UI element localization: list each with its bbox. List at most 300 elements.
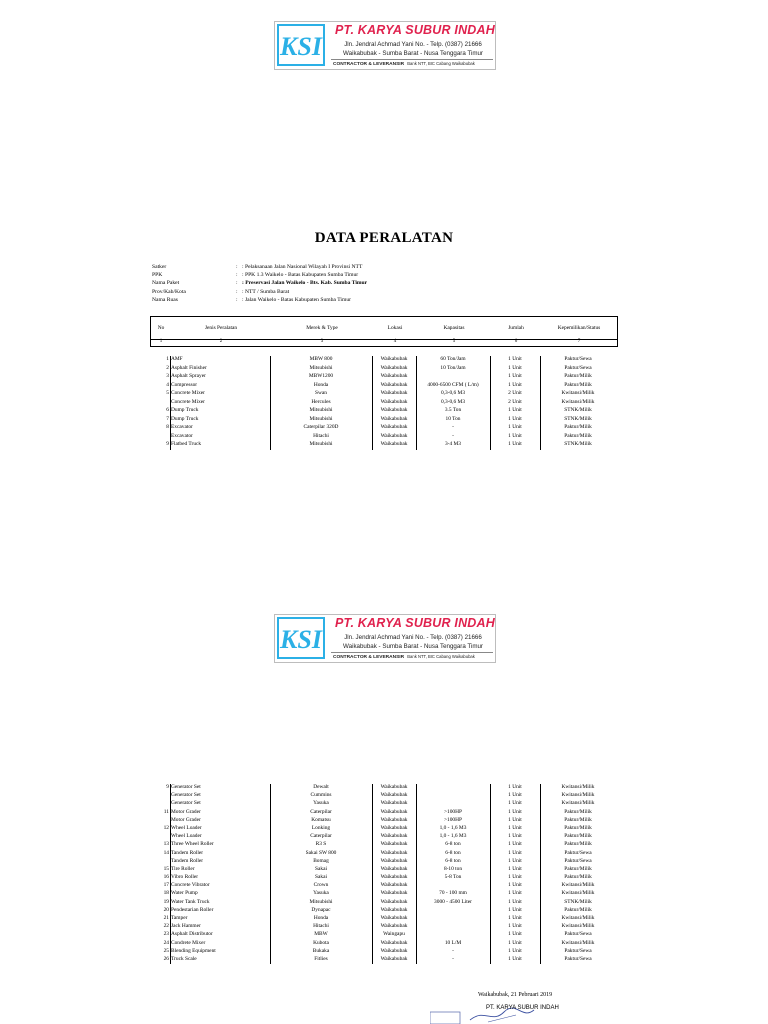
table-row <box>150 441 616 450</box>
svg-text:KSI: KSI <box>280 625 322 654</box>
cell-merek: Mitsubishi <box>309 415 333 422</box>
table-row <box>150 407 616 416</box>
table-row <box>150 882 616 890</box>
colnum: 7 <box>577 339 581 344</box>
header-kapasitas: Kapasitas <box>443 325 465 331</box>
svg-text:KSI: KSI <box>280 32 322 61</box>
cell-lokasi: Waikabubak <box>380 432 408 439</box>
letterhead-divider <box>331 59 493 60</box>
cell-jumlah: 1 Unit <box>508 833 522 840</box>
header-jumlah: Jumlah <box>508 325 524 331</box>
cell-jenis: Generator Set <box>171 792 201 799</box>
info-colon: : <box>236 288 238 295</box>
cell-no: 16 <box>163 874 169 881</box>
info-colon: : <box>236 280 238 287</box>
table-row <box>150 792 616 800</box>
table-row <box>150 931 616 939</box>
info-colon: : <box>236 296 238 303</box>
info-colon: : <box>236 272 238 279</box>
cell-kapasitas: 10 Ton/Jam <box>440 364 466 371</box>
cell-kapasitas: - <box>452 947 454 954</box>
letterhead <box>274 21 496 70</box>
cell-no: 6 <box>166 407 169 413</box>
cell-lokasi: Waikabubak <box>380 923 408 930</box>
table-row <box>150 890 616 898</box>
cell-no: 15 <box>163 865 169 872</box>
cell-lokasi: Waikabubak <box>380 784 408 790</box>
cell-status: Kwitansi/Milik <box>561 792 595 799</box>
company-logo-icon <box>277 24 325 66</box>
info-value: : Preservasi Jalan Waikelo - Bts. Kab. Sumba Timur <box>242 280 368 287</box>
cell-jenis: Condrete Mixer <box>171 939 206 946</box>
cell-jenis: AMF <box>171 356 183 362</box>
letterhead-address-line1: Jln. Jendral Achmad Yani No. - Telp. (0387) 21666 <box>344 41 482 48</box>
cell-jumlah: 1 Unit <box>508 824 522 831</box>
cell-jumlah: 2 Unit <box>508 390 522 396</box>
cell-jenis: Dump Truck <box>171 407 199 413</box>
cell-merek: Kubota <box>313 939 329 946</box>
letterhead-address-line1: Jln. Jendral Achmad Yani No. - Telp. (0387) 21666 <box>344 634 482 641</box>
cell-jenis: Tire Roller <box>171 865 195 872</box>
colnum: 3 <box>320 339 324 344</box>
cell-merek: Fitlies <box>314 955 328 962</box>
cell-lokasi: Waikabubak <box>380 857 408 864</box>
table-row <box>150 948 616 956</box>
cell-lokasi: Waikabubak <box>380 441 408 447</box>
letterhead-contractor: CONTRACTOR & LEVERANSIR <box>333 655 405 660</box>
table-row <box>150 841 616 849</box>
cell-kapasitas: 5-8 Ton <box>444 874 462 881</box>
table-row <box>150 817 616 825</box>
info-colon: : <box>236 264 238 270</box>
column-divider <box>490 356 491 450</box>
cell-no: 9 <box>166 441 169 447</box>
cell-status: Paktur/Sewa <box>564 947 592 954</box>
cell-status: Kwitansi/Milik <box>561 939 595 946</box>
table-row <box>150 825 616 833</box>
cell-merek: Caterpilar <box>310 833 332 840</box>
cell-no: 5 <box>166 390 169 396</box>
cell-no: 25 <box>163 947 169 954</box>
cell-jumlah: 1 Unit <box>508 356 522 362</box>
cell-no: 23 <box>163 931 169 938</box>
cell-no: 24 <box>163 939 169 946</box>
cell-lokasi: Waikabubak <box>380 939 408 946</box>
letterhead-divider <box>331 652 493 653</box>
cell-merek: Mitsubishi <box>309 364 333 371</box>
table-row <box>150 907 616 915</box>
cell-lokasi: Waikabubak <box>380 373 408 379</box>
cell-jenis: Excavator <box>171 424 193 430</box>
cell-merek: Bomag <box>313 857 329 864</box>
cell-lokasi: Waikabubak <box>380 849 408 856</box>
table-row <box>150 874 616 882</box>
info-value: : Jalan Waikelo - Batas Kabupaten Sumba Timur <box>242 296 351 303</box>
cell-jumlah: 1 Unit <box>508 955 522 962</box>
cell-merek: Hitachi <box>313 923 329 930</box>
colnum: 4 <box>393 339 397 344</box>
cell-status: Kwitansi/Milik <box>561 784 595 790</box>
cell-merek: Yasuka <box>313 800 329 807</box>
cell-no: 14 <box>163 849 169 856</box>
cell-no: 12 <box>163 824 169 831</box>
cell-lokasi: Waikabubak <box>380 890 408 897</box>
cell-jumlah: 1 Unit <box>508 931 522 938</box>
table-row <box>150 923 616 931</box>
cell-kapasitas: >100HP <box>443 816 463 823</box>
cell-kapasitas: - <box>452 432 454 439</box>
cell-kapasitas: 1,0 - 1,6 M3 <box>439 824 467 831</box>
cell-lokasi: Waikabubak <box>380 824 408 831</box>
cell-jumlah: 1 Unit <box>508 800 522 807</box>
cell-kapasitas: - <box>452 955 454 962</box>
table-row <box>150 899 616 907</box>
cell-jenis: Concrete Mixer <box>171 398 205 405</box>
cell-lokasi: Waikabubak <box>380 874 408 881</box>
cell-status: Kwitansi/Milik <box>561 398 595 405</box>
cell-jenis: Truck Scale <box>171 955 197 962</box>
cell-status: Kwitansi/Milik <box>561 915 595 921</box>
cell-lokasi: Waikabubak <box>380 906 408 913</box>
cell-jenis: Wheel Loader <box>171 833 202 840</box>
cell-merek: Cummins <box>310 792 332 799</box>
cell-merek: Sakai SW 800 <box>305 849 337 856</box>
info-value: : PPK 1.3 Waikelo - Batas Kabupaten Sumba Timur <box>242 272 359 279</box>
cell-no: 7 <box>166 415 169 422</box>
column-divider <box>372 784 373 964</box>
letterhead-footer <box>333 61 493 67</box>
cell-jumlah: 1 Unit <box>508 841 522 848</box>
cell-kapasitas: 6-8 ton <box>445 841 461 848</box>
info-label: Nama Paket <box>152 280 180 287</box>
column-divider <box>270 784 271 964</box>
cell-merek: Yasuka <box>313 890 329 897</box>
cell-merek: R3 S <box>315 841 327 848</box>
cell-jumlah: 1 Unit <box>508 381 522 388</box>
cell-merek: MBW 800 <box>309 356 333 362</box>
table-row <box>150 356 616 365</box>
colnum: 6 <box>514 339 518 344</box>
column-divider <box>170 356 171 450</box>
table-body-page1 <box>150 356 616 450</box>
cell-jumlah: 2 Unit <box>508 398 522 405</box>
cell-no: 4 <box>166 381 169 388</box>
cell-lokasi: Waingapu <box>383 931 405 938</box>
cell-jumlah: 1 Unit <box>508 947 522 954</box>
table-column-numbers <box>150 339 618 347</box>
cell-kapasitas: 70 - 100 mm <box>439 890 467 897</box>
colnum: 1 <box>159 339 163 344</box>
cell-kapasitas: 6-8 ton <box>445 849 461 856</box>
cell-merek: Sakai <box>315 874 327 881</box>
cell-kapasitas: 0,3-0,6 M3 <box>440 390 466 396</box>
column-divider <box>490 784 491 964</box>
cell-kapasitas: 8-10 ton <box>443 865 463 872</box>
cell-status: Paktur/Sewa <box>564 364 592 371</box>
cell-kapasitas: 60 Ton/Jam <box>440 356 466 362</box>
cell-kapasitas: >100HP <box>443 808 463 815</box>
cell-jumlah: 1 Unit <box>508 784 522 790</box>
cell-status: Paktur/Milik <box>564 874 592 881</box>
cell-merek: Dynapac <box>311 906 331 913</box>
column-divider <box>416 784 417 964</box>
cell-lokasi: Waikabubak <box>380 955 408 962</box>
table-row <box>150 390 616 399</box>
cell-kapasitas: 0,3-0,6 M3 <box>440 398 466 405</box>
cell-jumlah: 1 Unit <box>508 849 522 856</box>
cell-lokasi: Waikabubak <box>380 841 408 848</box>
cell-kapasitas: 4000-6500 CFM ( L/m) <box>427 381 479 388</box>
cell-kapasitas: 3000 - 4500 Liter <box>434 898 472 905</box>
cell-lokasi: Waikabubak <box>380 800 408 807</box>
table-row <box>150 399 616 408</box>
cell-kapasitas: 6-8 ton <box>445 857 461 864</box>
table-row <box>150 866 616 874</box>
cell-no: 26 <box>163 955 169 962</box>
table-row <box>150 956 616 964</box>
cell-jumlah: 1 Unit <box>508 890 522 897</box>
cell-kapasitas: 1,0 - 1,6 M3 <box>439 833 467 840</box>
cell-jumlah: 1 Unit <box>508 915 522 921</box>
cell-jumlah: 1 Unit <box>508 923 522 930</box>
cell-merek: Honda <box>313 915 329 921</box>
cell-status: Paktur/Sewa <box>564 356 592 362</box>
cell-status: Paktur/Milik <box>564 432 592 439</box>
info-label: Prov/Kab/Kota <box>152 288 186 295</box>
cell-jenis: Concrete Mixer <box>171 390 205 396</box>
cell-no: 13 <box>163 841 169 848</box>
cell-merek: Caterpilar <box>310 808 332 815</box>
cell-lokasi: Waikabubak <box>380 407 408 413</box>
cell-merek: Bukaka <box>312 947 330 954</box>
cell-jenis: Motor Grader <box>171 816 201 823</box>
header-lokasi: Lokasi <box>387 325 403 331</box>
cell-status: Paktur/Milik <box>564 381 592 388</box>
header-status: Kepemilikan/Status <box>557 325 601 331</box>
cell-jenis: Vibro Roller <box>171 874 199 881</box>
cell-jenis: Jack Hammer <box>171 923 201 930</box>
cell-jumlah: 1 Unit <box>508 373 522 379</box>
cell-lokasi: Waikabubak <box>380 415 408 422</box>
cell-jenis: Tandem Roller <box>171 849 204 856</box>
cell-status: STNK/Milik <box>564 415 592 422</box>
colnum: 5 <box>452 339 456 344</box>
cell-jenis: Asphalt Distributor <box>171 931 213 938</box>
letterhead-bank: Bank NTT, BIC Cabang Waikabubak <box>407 654 475 659</box>
cell-jumlah: 1 Unit <box>508 441 522 447</box>
letterhead-company-name: PT. KARYA SUBUR INDAH <box>335 23 495 37</box>
cell-lokasi: Waikabubak <box>380 356 408 362</box>
cell-status: Paktur/Milik <box>564 424 592 430</box>
cell-jenis: Tandem Roller <box>171 857 204 864</box>
cell-status: Kwitansi/Milik <box>561 882 595 889</box>
info-value: : Pelaksanaan Jalan Nasional Wilayah I Provinsi NTT <box>242 264 363 270</box>
cell-kapasitas: 10 Ton <box>445 415 461 422</box>
table-header <box>150 316 618 340</box>
cell-jenis: Tamper <box>171 915 188 921</box>
table-row <box>150 858 616 866</box>
letterhead-contractor: CONTRACTOR & LEVERANSIR <box>333 62 405 67</box>
column-divider <box>270 356 271 450</box>
cell-merek: Komatsu <box>311 816 331 823</box>
cell-lokasi: Waikabubak <box>380 816 408 823</box>
cell-status: Paktur/Milik <box>564 816 592 823</box>
header-merek: Merek & Type <box>306 325 338 331</box>
letterhead-bank: Bank NTT, BIC Cabang Waikabubak <box>407 61 475 66</box>
cell-jenis: Pendestarian Roller <box>171 906 214 913</box>
column-divider <box>416 356 417 450</box>
cell-merek: MBW <box>314 931 328 938</box>
cell-status: Kwitansi/Milik <box>561 890 595 897</box>
cell-status: Paktur/Sewa <box>564 849 592 856</box>
table-row <box>150 416 616 425</box>
cell-status: Paktur/Milik <box>564 865 592 872</box>
cell-jenis: Motor Grader <box>171 808 201 815</box>
info-label: PPK <box>152 272 163 279</box>
cell-status: STNK/Milik <box>564 898 592 905</box>
cell-no: 8 <box>166 424 169 430</box>
document-title: DATA PERALATAN <box>314 230 454 246</box>
cell-jumlah: 1 Unit <box>508 816 522 823</box>
cell-jumlah: 1 Unit <box>508 874 522 881</box>
cell-status: STNK/Milik <box>564 441 592 447</box>
header-no: No <box>157 325 165 331</box>
cell-lokasi: Waikabubak <box>380 808 408 815</box>
table-row <box>150 800 616 808</box>
cell-merek: Crown <box>313 882 329 889</box>
cell-jumlah: 1 Unit <box>508 432 522 439</box>
cell-status: Paktur/Sewa <box>564 931 592 938</box>
cell-merek: Dewalt <box>313 784 329 790</box>
column-divider <box>540 356 541 450</box>
cell-jenis: Compressor <box>171 381 198 388</box>
cell-lokasi: Waikabubak <box>380 915 408 921</box>
column-divider <box>372 356 373 450</box>
table-row <box>150 833 616 841</box>
cell-status: Paktur/Sewa <box>564 955 592 962</box>
cell-jumlah: 1 Unit <box>508 898 522 905</box>
company-logo-icon <box>277 617 325 659</box>
cell-merek: Mitsubishi <box>309 407 333 413</box>
cell-merek: Sakai <box>315 865 327 872</box>
cell-no: 22 <box>163 923 169 930</box>
cell-no: 18 <box>163 890 169 897</box>
cell-status: Paktur/Milik <box>564 841 592 848</box>
cell-jumlah: 1 Unit <box>508 424 522 430</box>
colnum: 2 <box>219 339 223 344</box>
cell-kapasitas: 3-4 M3 <box>444 441 462 447</box>
cell-jenis: Water Tank Truck <box>171 898 210 905</box>
table-row <box>150 373 616 382</box>
cell-jumlah: 1 Unit <box>508 792 522 799</box>
cell-jumlah: 1 Unit <box>508 939 522 946</box>
cell-jumlah: 1 Unit <box>508 808 522 815</box>
cell-jenis: Asphalt Sprayer <box>171 373 206 379</box>
cell-no: 1 <box>166 356 169 362</box>
cell-no: 3 <box>166 373 169 379</box>
cell-merek: Swan <box>315 390 327 396</box>
cell-kapasitas: 3.5 Ton <box>444 407 462 413</box>
signature-place-date: Waikabubak, 21 Pebruari 2019 <box>478 992 553 998</box>
cell-lokasi: Waikabubak <box>380 381 408 388</box>
letterhead-page2 <box>274 614 496 663</box>
table-row <box>150 809 616 817</box>
cell-jenis: Blending Equipment <box>171 947 216 954</box>
cell-merek: MBW1200 <box>308 373 334 379</box>
cell-kapasitas: 10 L/M <box>444 939 462 946</box>
cell-no: 17 <box>163 882 169 889</box>
cell-no: 21 <box>163 915 169 921</box>
cell-no: 20 <box>163 906 169 913</box>
cell-status: Paktur/Sewa <box>564 857 592 864</box>
cell-no: 11 <box>163 808 169 815</box>
table-row <box>150 940 616 948</box>
cell-jenis: Concrete Vibrator <box>171 882 210 889</box>
cell-jumlah: 1 Unit <box>508 364 522 371</box>
cell-status: Kwitansi/Milik <box>561 800 595 807</box>
cell-status: Paktur/Milik <box>564 824 592 831</box>
cell-status: STNK/Milik <box>564 407 592 413</box>
info-label: Nama Ruas <box>152 296 178 303</box>
table-row <box>150 850 616 858</box>
table-body-page2 <box>150 784 616 964</box>
cell-merek: Mitsubishi <box>309 898 333 905</box>
cell-lokasi: Waikabubak <box>380 882 408 889</box>
cell-status: Paktur/Milik <box>564 906 592 913</box>
table-row <box>150 365 616 374</box>
cell-lokasi: Waikabubak <box>380 364 408 371</box>
cell-jumlah: 1 Unit <box>508 906 522 913</box>
cell-lokasi: Waikabubak <box>380 390 408 396</box>
cell-lokasi: Waikabubak <box>380 865 408 872</box>
letterhead-company-name: PT. KARYA SUBUR INDAH <box>335 616 495 630</box>
cell-lokasi: Waikabubak <box>380 792 408 799</box>
cell-status: Kwitansi/Milik <box>561 923 595 930</box>
info-label: Satker <box>152 264 167 270</box>
cell-jenis: Generator Set <box>171 784 201 790</box>
cell-lokasi: Waikabubak <box>380 424 408 430</box>
cell-no: 2 <box>166 364 169 371</box>
cell-status: Kwitansi/Milik <box>561 390 595 396</box>
cell-lokasi: Waikabubak <box>380 898 408 905</box>
cell-jenis: Generator Set <box>171 800 201 807</box>
table-row <box>150 433 616 442</box>
table-row <box>150 784 616 792</box>
cell-lokasi: Waikabubak <box>380 833 408 840</box>
letterhead-address-line2: Waikabubak - Sumba Barat - Nusa Tenggara Timur <box>343 643 483 650</box>
table-row <box>150 424 616 433</box>
cell-merek: Lonking <box>311 824 331 831</box>
cell-jenis: Dump Truck <box>171 415 199 422</box>
cell-status: Paktur/Milik <box>564 833 592 840</box>
cell-merek: Caterpilar 320D <box>303 424 339 430</box>
cell-lokasi: Waikabubak <box>380 947 408 954</box>
info-value: : NTT / Sumba Barat <box>242 288 290 295</box>
cell-jumlah: 1 Unit <box>508 865 522 872</box>
cell-merek: Hercules <box>311 398 331 405</box>
cell-status: Paktur/Milik <box>564 373 592 379</box>
cell-merek: Hitachi <box>313 432 329 439</box>
table-row <box>150 915 616 923</box>
letterhead-address-line2: Waikabubak - Sumba Barat - Nusa Tenggara Timur <box>343 50 483 57</box>
cell-jumlah: 1 Unit <box>508 882 522 889</box>
cell-jumlah: 1 Unit <box>508 407 522 413</box>
cell-jumlah: 1 Unit <box>508 857 522 864</box>
cell-jenis: Flatbed Truck <box>171 441 202 447</box>
cell-kapasitas: - <box>452 424 454 430</box>
letterhead-footer <box>333 654 493 660</box>
cell-no: 9 <box>166 784 169 790</box>
